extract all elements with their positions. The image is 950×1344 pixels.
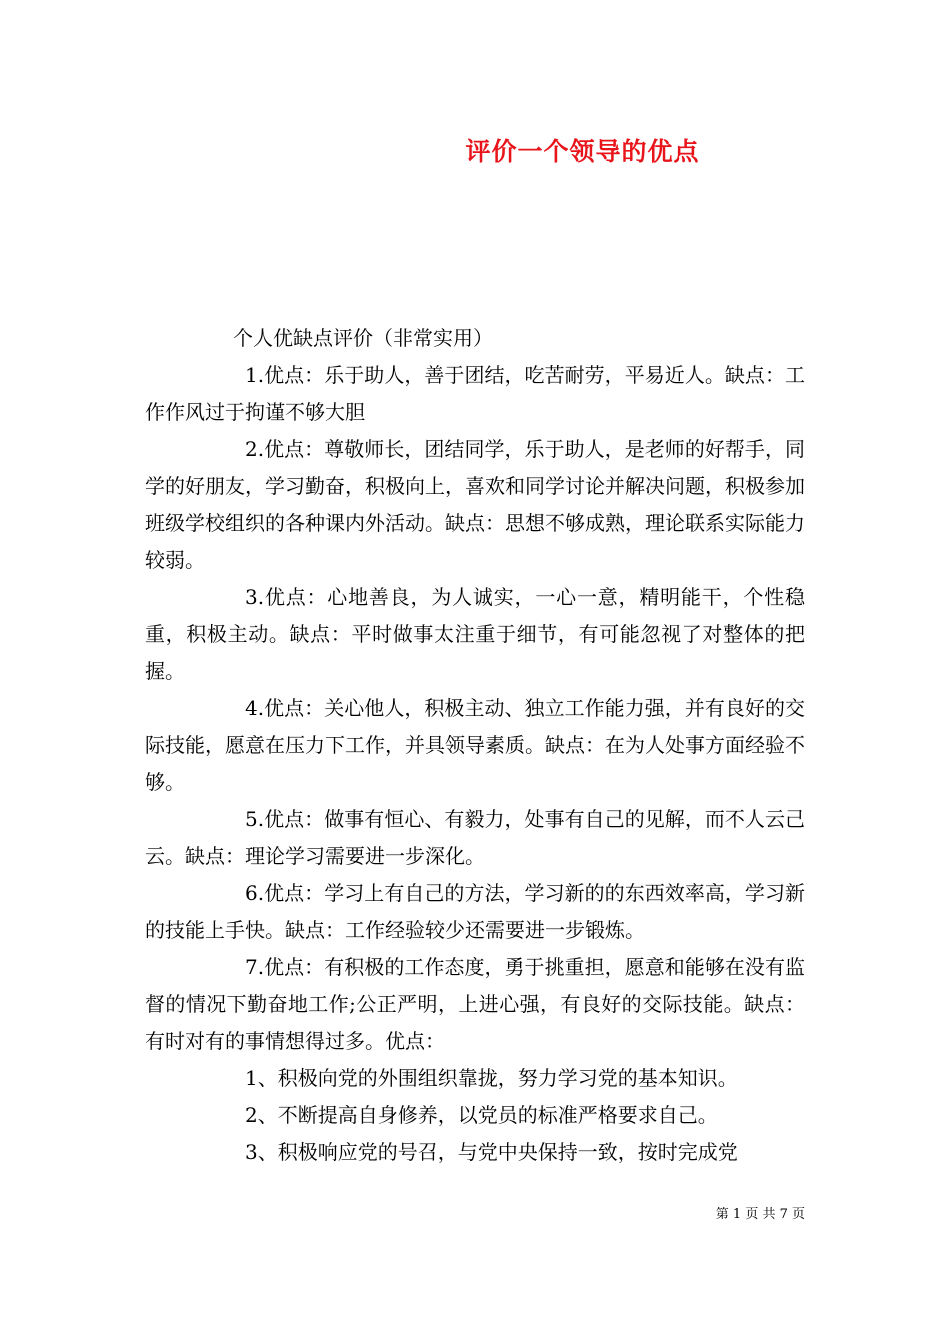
list-item-3: 3、积极响应党的号召，与党中央保持一致，按时完成党 [245, 1140, 738, 1164]
paragraph-3: 3.优点：心地善良，为人诚实，一心一意，精明能干，个性稳重，积极主动。缺点：平时做事太注重于细节，有可能忽视了对整体的把握。 [145, 585, 805, 683]
document-subtitle: 个人优缺点评价（非常实用） [233, 326, 493, 350]
page-footer: 第 1 页 共 7 页 [715, 1207, 805, 1222]
paragraph-6: 6.优点：学习上有自己的方法，学习新的的东西效率高，学习新的技能上手快。缺点：工作经验较少还需要进一步锻炼。 [145, 881, 805, 942]
paragraph-1: 1.优点：乐于助人，善于团结，吃苦耐劳，平易近人。缺点：工作作风过于拘谨不够大胆 [145, 363, 805, 424]
paragraph-2: 2.优点：尊敬师长，团结同学，乐于助人，是老师的好帮手，同学的好朋友，学习勤奋，积极向上，喜欢和同学讨论并解决问题，积极参加班级学校组织的各种课内外活动。缺点：思想不够成熟，理论联系实际能力较弱。 [145, 437, 805, 572]
paragraph-5: 5.优点：做事有恒心、有毅力，处事有自己的见解，而不人云己云。缺点：理论学习需要进一步深化。 [145, 807, 805, 868]
list-item-2: 2、不断提高自身修养，以党员的标准严格要求自己。 [245, 1103, 718, 1127]
paragraph-7: 7.优点：有积极的工作态度，勇于挑重担，愿意和能够在没有监督的情况下勤奋地工作;公正严明，上进心强，有良好的交际技能。缺点：有时对有的事情想得过多。优点： [145, 955, 805, 1053]
document-title: 评价一个领导的优点 [465, 137, 700, 166]
document-body [145, 320, 805, 1171]
list-item-1: 1、积极向党的外围组织靠拢，努力学习党的基本知识。 [245, 1066, 738, 1090]
paragraph-4: 4.优点：关心他人，积极主动、独立工作能力强，并有良好的交际技能，愿意在压力下工作，并具领导素质。缺点：在为人处事方面经验不够。 [145, 696, 805, 794]
